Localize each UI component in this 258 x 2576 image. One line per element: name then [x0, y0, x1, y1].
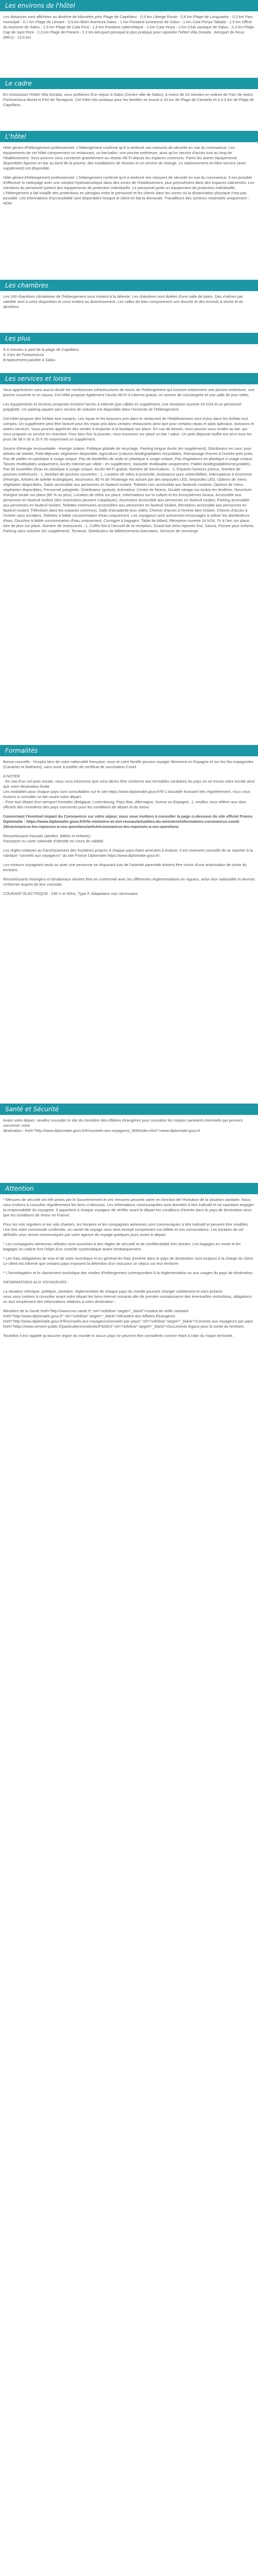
section-body — [0, 11, 258, 78]
paragraph: Cet hôtel propose des forfaits tout compris. Les repas et les boissons pris dans le restaurant de l'établissement sont inclus dans les forfaits tout compris. Un supplément peut être facturé pour les repas pris dans certains restaurants ainsi que pour certains repas et plats spéciaux, boissons et autres services. Vous pourrez apprécier des ventes à emporter à la boutique sur place. En cas de besoin, vous pouvez vous rendre au bar, qui vous propose un service en chambre. Pour bien finir la journée, vous trouverez sur place un bar / salon. Un petit déjeuner buffet est servi tous les jours de 08 h 00 à 10 h 30 moyennant un supplément. — [3, 416, 255, 442]
section-title: Attention — [0, 1183, 258, 1194]
section-chambres — [0, 280, 258, 333]
section-title: Les plus — [0, 333, 258, 344]
section-sante — [0, 1104, 258, 1183]
section-title: Les services et loisirs — [0, 373, 258, 384]
informations-heading: INFORMATIONS AUX VOYAGEURS : — [3, 1280, 69, 1284]
section-plus — [0, 333, 258, 373]
section-body — [0, 291, 258, 333]
paragraph: Pour les vols réguliers et les vols charters, les horaires et les compagnies aériennes sont communiqués à titre indicatif et peuvent être modifiés. Une fois votre commande confirmée, un carnet de voyage vous sera envoyé comprenant vos billets et vos convocations. Les horaires de vol définitifs vous seront communiqués par votre agence de voyage quelques jours avant le départ. — [3, 1222, 250, 1237]
paragraph: Avant votre départ, veuillez consulter le site du ministère des Affaires étrangères pour connaître les risques sanitaires éventuels qui peuvent concerner votre destination : href="http://www.diplomatie.gouv.fr/fr/conseils-aux-voyageurs_909/index.html">www.diplomatie.gouv.fr — [3, 1118, 243, 1133]
paragraph: Bonne nouvelle : l'emploi tiers de votre nationalité française, vous et votre famille pouvez voyager librement en Espagne et sur les îles espagnoles (Canaries et Baléares), sans avoir à justifier de certificat de vaccination Covid. — [3, 759, 255, 769]
paragraph: Toutefois il est rappelé qu'aucune région du monde ni aucun pays ne peuvent être considérés comme étant à l'abri du risque terroriste. — [3, 1333, 234, 1338]
links-paragraph[interactable]: Ministère de la Santé href="http://www.invs.sante.fr" rel="nofollow" target="_blank">Institut de veille sanitaire href="http://www.diplomatie.gouv.fr" rel="nofollow" target="_blank">Ministère des Affaires Étrangères href="http://www.diplomatie.gouv.fr/fr/conseils-aux-voyageurs/conseils-par-pays/" rel="nofollow" target="_blank">Conseils aux voyageurs par pays href="https://www.service-public.fr/particuliers/vosdroits/F32823" rel="nofollow" target="_blank">Documents légaux pour la sortie du territoire. — [3, 1309, 253, 1329]
section-body — [0, 89, 258, 131]
section-attention — [0, 1183, 258, 1347]
paragraph: Les règles relatives au franchissement des frontières propres à chaque pays étant amenées à évoluer, il est vivement conseillé de se reporter à la rubrique "conseils aux voyageurs" du site France Diplomatie.https://www.diplomatie.gouv.fr/. — [3, 848, 254, 858]
paragraph: COURANT ÉLECTRIQUE : 230 V et 50Hz, Type F. Adaptateur non nécessaire. — [3, 891, 139, 896]
section-title: L'hôtel — [0, 131, 258, 142]
paragraph: Vous apprécierez sans aucun doute les nombreuses infrastructures de loisirs de l'hébergement qui incluent notamment une piscine extérieure, une piscine couverte et un sauna. Cet hôtel propose également l'accès Wi-Fi à Internet gratuit, un service de conciergerie et une salle de jeux vidéo. — [3, 387, 256, 397]
paragraph: Source d'énergie renouvelable - énergie solaire, Politique globale de recyclage, Parking longue durée (en supplément), Distributeur en cour, pour articles de toilette, Petit-déjeuner végétarien disponible, Agriculture (cultures biodégradables recyclables, Ramassage d'ocres à l'entrée près puits, Pas de pailles en plastique à usage unique, Pas de bouteilles de soda en plastique à usage unique, Pas d'agitateurs en plastique à usage unique, Tasses réutilisables uniquement, Accès Internet par câble - en supplément, Vaisselle réutilisable uniquement, Pailles biodégradables/recyclables, Pas de bouteilles d'eau en plastique à usage unique, Accès Wi-Fi gratuit, Nombre de bars/salons : 3, Espaces fumeurs prévus, Nombre de piscines extérieures : 1, Nombre de piscines couvertes : 1, Location de vélos à proximité, Assistance pour visites/billets, Interrupteurs à économie d'énergie, Articles de toilette écologiques, Ascenseur, 80 % de l'éclairage est assuré par des ampoules LED, Ampoules LED, Options de menu végétarien disponibles, Salon accessible aux personnes en fauteuil roulant, Toilettes non accessible aux fauteuils roulants, Options de menu végétarien disponibles, Personnel polyglotte, Distributeur (gratuit), Animateur, Centre de fitness, Double vitrage sur toutes les fenêtres, Nourriture d'origine locale sur place (80 % ou plus), Location de vélos sur place, Informations sur la culture et les écosystèmes locaux, Accessible aux personnes en fauteuil roulant (des restrictions peuvent s'appliquer), Ascenseur accessible aux personnes en fauteuil roulant, Parking accessible aux personnes en fauteuil roulant, Toilettes communes accessibles aux personnes en fauteuil roulant, Réception accessible aux personnes en fauteuil roulant, Télévision dans les espaces communs, Salle d'arcade/de jeux vidéo, Chemin d'accès à l'entrée bien éclairé, Chemin d'accès à l'entrée sans escaliers, Toilettes à faible consommation d'eau uniquement, Les voyageurs sont activement encouragés à utiliser les distributeurs d'eau, Douches à faible consommation d'eau uniquement, Consigne à bagages, Table de billard, Réception ouverte 24 h/24, Tri à l'arc sur place, Aire de jeux sur place, Nombre de restaurants : 1, Coffre-fort à l'accueil de la réception, Snack-bar et/ou épicerie fine, Sauna, Piscine pour enfants, Parking sans voiturier (en supplément), Terrasse, Distributeur de billets/services bancaires, Services de concierge — [3, 446, 256, 533]
section-title: Les chambres — [0, 280, 258, 291]
section-title: Le cadre — [0, 78, 258, 89]
paragraph: Les distances sont affichées au divième de kilomètre près Plage de Capellans - 0,3 km Liberge Route - 0,6 km Plage de Longuades - 0,3 km Parc municipal - 0,7 km Plage de Llevant - 0,9 km Beim Aventura Salou - 1 km Fontaine lumineuse de Salou - 1 km Cala Penya Tallada - 1,5 km Office du tourisme de Salou - 1,5 km Plage de Cala Font - 1,8 km Fontaine cybernétique - 2 km Cala Vinya - 2 km Club nautique de Salou - 2,3 km Platja Cap de Sant Pere - 2,3 km Plage de Ponent - 2,3 km Aéroport principal le plus pratique pour rejoindre l'Hôtel Villa Dorada : Aéroport de Reus (REU) - 13,6 km — [3, 14, 255, 40]
paragraph: * Mesures de sécurité ont été prises par le Gouvernement et ces mesures peuvent varier en fonction de l'évolution de la situation sanitaire. Nous vous invitons à consulter régulièrement les liens ci-dessous. Les informations communiquées sont données à titre indicatif et ne sauraient engager la responsabilité du voyagiste. Il appartient à chaque voyageur de vérifier avant le départ les conditions d'entrée dans le pays de destination ainsi que les conditions de retour en France. — [3, 1197, 255, 1217]
paragraph: Les mineurs voyageant seuls ou avec une personne ne disposant pas de l'autorité parentale doivent être munis d'une autorisation de sortie du territoire. — [3, 862, 248, 872]
paragraph: Hôte gérant d'hébergement professionnel. L'hébergement confirme qu'il a renforcé ses mesures de sécurité en vue du coronavirus. Il est possible d'effectuer le nettoyage avec une solution hydroalcoolique dans des zones de l'établissement, plus précisément dans des espaces clairsemés. Les membres du personnel portent des équipements de protection individuelle. Le personnel porte un équipement de protection individuelle. L'hébergement a fait installé des protections en plexiglas entre le personnel et les clients dans les zones où la distanciation physique n'est pas possible. Les informations d'accessibilité sont disponibles lorsque le client en fait la demande. Travailleurs des secteurs essentiels uniquement - NON — [3, 175, 255, 206]
section-services — [0, 373, 258, 745]
section-environs — [0, 0, 258, 78]
section-body — [0, 1194, 258, 1347]
paragraph: En choisissant l'Hôtel Villa Dorada, vous profiterez d'un séjour à Salou (Centre-ville de Salou), à moins de 15 minutes en voiture de Parc de loisirs PortAventura World et Port de Tarragone. Cet hôtel très pratique pour les familles se trouve à 10 km de Plage de Cambrils et à 0,3 km de Plage de Capellans. — [3, 92, 255, 107]
paragraph: A NOTER - En cas d'un vol avec escale, nous vous informons que vous devez être conforme aux formalités sanitaires du pays où se trouve votre escale ainsi que votre destination finale. Les modalités pour chaque pays sont consultables sur le site https://www.diplomatie.gouv.fr/fr/ L'actualité évoluant très régulièrement, nous vous invitons à consulter ce lien avant votre départ. - Pour tout départ d'un aéroport frontalier (Belgique, Luxembourg, Pays-Bas, Allemagne, Suisse ou Espagne...), veuillez vous référer aux sites officiels des ministères des pays concernés pour les conditions de départ et de retour. — [3, 774, 255, 809]
paragraph: Ressortissants étrangers et binationaux doivent être en conformité avec les différentes réglementations en vigueur, selon leur nationalité et devront s'informer auprès de leur consulat. — [3, 877, 256, 887]
paragraph: La situation chimique, politique, sanitaire, réglementaire de chaque pays du monde pouvant changer subitement et sans préavis nous vous invitons à consulter avant votre départ les liens internet suivants afin de prendre connaissance des éventuelles restrictions, obligations ou tout simplement des informations relatives à votre destination : — [3, 1289, 252, 1304]
paragraph: * Les frais obligatoires de visa et de carte touristique et en général les frais d'entrée dans le pays de destination sont toujours à la charge du client. Le client est informé que certains pays imposent la détention d'un visa pour un séjour sur leur territoire. — [3, 1256, 255, 1266]
section-body — [0, 1115, 258, 1183]
paragraph: * L'homologation et le classement touristique des modes d'hébergement correspondent à la réglementation ou aux usages du pays de destination. — [3, 1270, 254, 1275]
section-cadre — [0, 78, 258, 131]
paragraph-bold: Concernant l'éventuel impact du Coronavirus sur votre séjour, nous vous invitons à consulter la page ci-dessous du site officiel France Diplomatie : https://www.diplomatie.gouv.fr/fr/le-ministere-et-son-reseau/actualites-du-ministere/informations-coronavirus-covid-19/coronavirus-les-reponses-a-vos-questions/article/coronavirus-les-reponses-a-vos-questions — [3, 814, 254, 829]
section-formalites — [0, 745, 258, 1104]
paragraph: À 6 minutes à pied de la plage de Capellans À 3 km de Portaventura Emplacement paisible à Salou — [3, 347, 79, 362]
section-title: Les environs de l'hôtel — [0, 0, 258, 11]
section-title: Formalités — [0, 745, 258, 756]
paragraph: Hôte gérant d'hébergement professionnel. L'hébergement confirme qu'il a renforcé ses mesures de sécurité en vue du coronavirus. Les équipements de cet hôtel comprennent un restaurant, un bar/salon, une piscine extérieure, ainsi qu'un service d'accès tout au long de l'établissement. Vous pourrez vous connecter gratuitement au réseau Wi-Fi depuis les espaces communs. Parmi les autres équipements disponibles figurent un bar au bord de la piscine, des installations de réunion et un service de change. Le stationnement en libre-service (avec supplément) est disponible. — [3, 145, 248, 171]
paragraph: Les 240 chambres climatisées de l'hébergement vous invitent à la détente. Les chambres sont dotées d'une salle de bains. Des chaînes par satellite sont à votre disposition et vous invitent au divertissement. Les salles de bain comprennent une douche et des linceuls à sèche et du dentifrice. — [3, 294, 245, 309]
section-hotel — [0, 131, 258, 280]
section-body — [0, 142, 258, 280]
section-body — [0, 344, 258, 373]
paragraph: Ressortissants français (adultes, bébés et enfants) : Passeport ou carte nationale d'identité en cours de validité. — [3, 834, 105, 843]
section-body — [0, 384, 258, 745]
section-body — [0, 756, 258, 1104]
paragraph: Les équipements et services proposés incluent l'accès à Internet (par câble) en supplément, une réception ouverte 24 h/24 et un personnel polyglotte. Un parking payant sans service de voiturier est disponible dans l'enceinte de l'hébergement. — [3, 402, 243, 412]
paragraph: * Les compagnies aériennes utilisées sont soumises à des règles de sécurité et de confidentialité très strictes. Les bagages en soute et les bagages en cabine font l'objet d'un contrôle systématique avant l'embarquement. — [3, 1242, 242, 1251]
section-title: Santé et Sécurité — [0, 1104, 258, 1115]
